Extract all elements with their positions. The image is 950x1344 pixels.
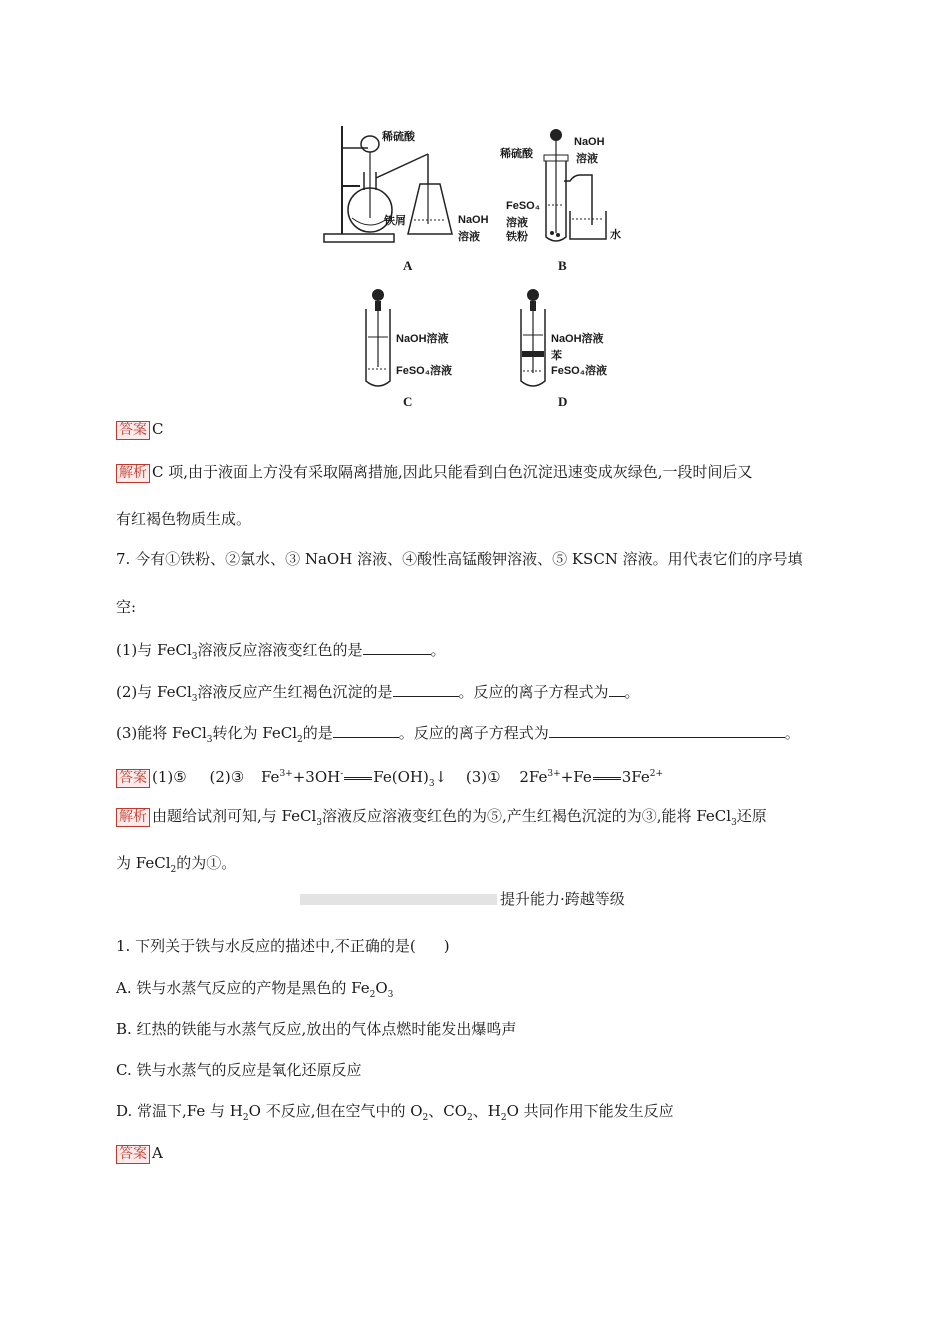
superscript: - xyxy=(340,769,344,779)
equation-1: Fe xyxy=(260,768,280,786)
q6-analysis-line2: 有红褐色物质生成。 xyxy=(116,510,252,528)
q1-option-d xyxy=(116,1101,674,1128)
q1-option-d-text3: 、CO xyxy=(428,1102,468,1120)
subscript: 3 xyxy=(191,694,198,704)
subscript: 2 xyxy=(297,735,303,745)
q1-option-a xyxy=(116,978,393,1005)
q7-analysis-text3: 还原 xyxy=(736,807,767,825)
figure-a-label-acid: 稀硫酸 xyxy=(382,131,415,143)
equation-1-part: +3OH xyxy=(292,768,341,786)
figure-b-label-acid: 稀硫酸 xyxy=(500,148,533,160)
superscript: 2+ xyxy=(649,769,664,779)
q7-part1-text: (1)与 FeCl xyxy=(116,641,192,659)
subscript: 2 xyxy=(467,1113,473,1123)
figure-b-label-feso4: FeSO₄ xyxy=(506,200,540,212)
figure-d-label-benzene: 苯 xyxy=(551,350,562,362)
q7-analysis-text: 由题给试剂可知,与 FeCl xyxy=(152,807,317,825)
figure-b-label-naoh: NaOH xyxy=(574,136,605,148)
q7-analysis-text4: 为 FeCl xyxy=(116,854,171,872)
q7-answer-2: (2)③ xyxy=(209,768,245,786)
q7-stem-line2: 空: xyxy=(116,598,137,616)
q7-part2-text2: 溶液反应产生红褐色沉淀的是 xyxy=(197,683,393,701)
subscript: 2 xyxy=(369,990,376,1000)
subscript: 3 xyxy=(316,818,323,828)
figure-b-label-water: 水 xyxy=(610,229,621,241)
figure-b-label-naoh-solution: 溶液 xyxy=(576,153,598,165)
q7-analysis-line1 xyxy=(116,806,767,833)
answer-blank-1[interactable] xyxy=(363,640,431,655)
analysis-tag: 解析 xyxy=(116,464,150,483)
figure-a-label-iron: 铁屑 xyxy=(384,215,406,227)
superscript: 3+ xyxy=(547,769,561,779)
figure-d-caption: D xyxy=(558,394,568,409)
q1-option-d-text2: O 不反应,但在空气中的 O xyxy=(248,1102,423,1120)
superscript: 3+ xyxy=(279,769,293,779)
q7-part1-text2: 溶液反应溶液变红色的是 xyxy=(197,641,363,659)
analysis-tag: 解析 xyxy=(116,808,150,827)
q1-option-d-text4: 、H xyxy=(472,1102,501,1120)
equals-sign xyxy=(593,777,621,780)
figure-b-label-feso4-solution: 溶液 xyxy=(506,217,528,229)
q6-answer-value: C xyxy=(152,420,164,438)
q1-answer-value: A xyxy=(152,1144,163,1162)
q1-option-d-text5: O 共同作用下能发生反应 xyxy=(506,1102,674,1120)
equation-2: 2Fe xyxy=(519,768,548,786)
q7-part3-text3: 的是 xyxy=(302,724,333,742)
subscript: 3 xyxy=(428,779,435,789)
q7-part3-text2: 转化为 FeCl xyxy=(212,724,298,742)
figure-a-caption: A xyxy=(403,258,413,273)
answer-tag: 答案 xyxy=(116,1145,150,1164)
section-divider-bar xyxy=(300,894,497,905)
q1-stem-text: 1. 下列关于铁与水反应的描述中,不正确的是( xyxy=(116,937,416,955)
answer-blank-3[interactable] xyxy=(609,682,625,697)
q7-analysis-text5: 的为①。 xyxy=(176,854,237,872)
q7-analysis-line2 xyxy=(116,853,236,880)
q7-part3-text4: 。反应的离子方程式为 xyxy=(398,724,549,742)
equation-2-product: 3Fe xyxy=(621,768,650,786)
q7-part1 xyxy=(116,640,446,667)
period: 。 xyxy=(430,641,446,659)
subscript: 3 xyxy=(387,990,394,1000)
q7-answer-3: (3)① xyxy=(465,768,501,786)
figure-c-apparatus xyxy=(358,285,398,393)
section-title: 提升能力·跨越等级 xyxy=(500,890,625,908)
q1-stem-close: ) xyxy=(443,937,450,955)
q1-option-d-text: D. 常温下,Fe 与 H xyxy=(116,1102,243,1120)
q1-option-b: B. 红热的铁能与水蒸气反应,放出的气体点燃时能发出爆鸣声 xyxy=(116,1020,517,1038)
q1-answer xyxy=(116,1143,163,1164)
figure-d-label-naoh: NaOH溶液 xyxy=(551,333,604,345)
figure-b-label-iron-powder: 铁粉 xyxy=(506,231,528,243)
subscript: 2 xyxy=(170,865,177,875)
q7-answer xyxy=(116,764,663,794)
figure-c-caption: C xyxy=(403,394,413,409)
q7-part2 xyxy=(116,682,640,709)
q6-analysis-line1 xyxy=(116,462,753,483)
equation-1-product: Fe(OH) xyxy=(373,768,429,786)
answer-tag: 答案 xyxy=(116,421,150,440)
period: 。 xyxy=(784,724,800,742)
equals-sign xyxy=(344,777,372,780)
q7-answer-1: (1)⑤ xyxy=(152,768,187,786)
subscript: 3 xyxy=(731,818,737,828)
q6-answer xyxy=(116,419,163,440)
figure-d-apparatus xyxy=(513,285,553,393)
q7-stem-line1: 7. 今有①铁粉、②氯水、③ NaOH 溶液、④酸性高锰酸钾溶液、⑤ KSCN 溶液。用代表它们的序号填 xyxy=(116,550,803,568)
subscript: 2 xyxy=(242,1113,249,1123)
q7-part2-text: (2)与 FeCl xyxy=(116,683,192,701)
figure-d-label-feso4: FeSO₄溶液 xyxy=(551,365,607,377)
subscript: 2 xyxy=(500,1113,507,1123)
answer-blank-2[interactable] xyxy=(393,682,459,697)
q7-part2-text3: 。反应的离子方程式为 xyxy=(458,683,609,701)
figure-c-label-naoh: NaOH溶液 xyxy=(396,333,449,345)
figure-a-label-solution: 溶液 xyxy=(458,231,480,243)
q6-analysis-text1: C 项,由于液面上方没有采取隔离措施,因此只能看到白色沉淀迅速变成灰绿色,一段时间后又 xyxy=(152,463,753,481)
q1-stem xyxy=(116,936,450,956)
answer-tag: 答案 xyxy=(116,769,150,788)
q7-analysis-text2: 溶液反应溶液变红色的为⑤,产生红褐色沉淀的为③,能将 FeCl xyxy=(322,807,732,825)
subscript: 3 xyxy=(206,735,213,745)
answer-blank-4[interactable] xyxy=(333,723,399,738)
q7-part3 xyxy=(116,723,800,750)
q7-part3-text: (3)能将 FeCl xyxy=(116,724,207,742)
subscript: 3 xyxy=(191,652,198,662)
equation-2-part: +Fe xyxy=(560,768,592,786)
figure-a-label-naoh: NaOH xyxy=(458,214,489,226)
precipitate-arrow: ↓ xyxy=(434,768,448,786)
figure-c-label-feso4: FeSO₄溶液 xyxy=(396,365,452,377)
q1-option-a-text: A. 铁与水蒸气反应的产物是黑色的 Fe xyxy=(116,979,370,997)
subscript: 2 xyxy=(422,1113,429,1123)
figure-b-caption: B xyxy=(558,258,567,273)
answer-blank-5[interactable] xyxy=(549,723,785,738)
q1-option-c: C. 铁与水蒸气的反应是氧化还原反应 xyxy=(116,1061,362,1079)
period: 。 xyxy=(624,683,640,701)
q1-option-a-text2: O xyxy=(375,979,388,997)
